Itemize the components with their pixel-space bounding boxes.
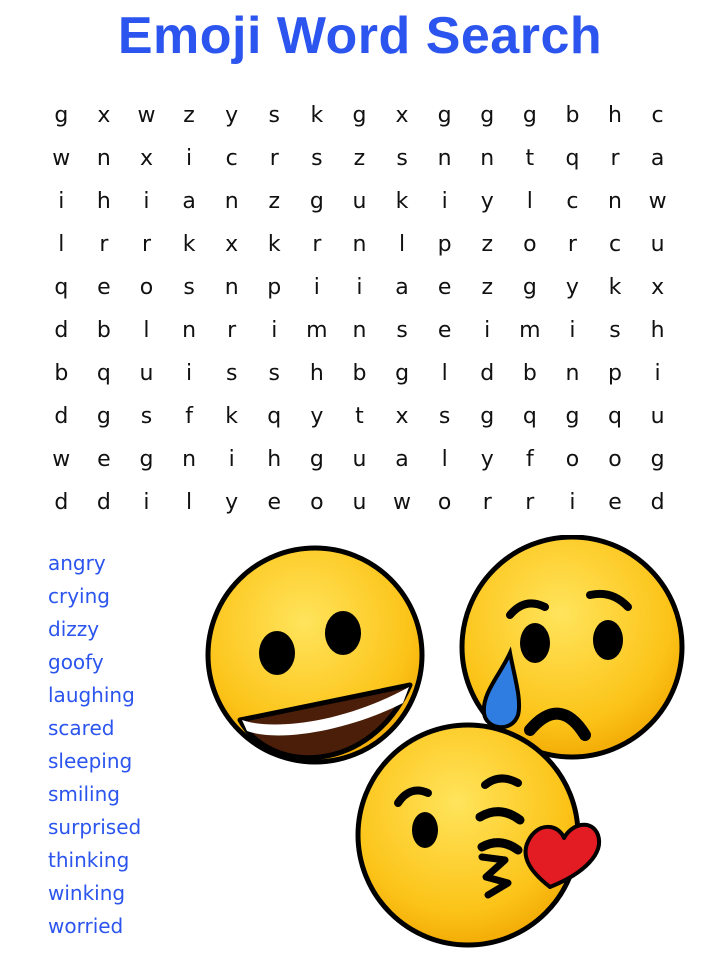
grid-letter: l (526, 189, 533, 214)
crying-face-icon (462, 537, 682, 757)
grid-letter: q (267, 404, 282, 429)
grid-letter: f (525, 447, 534, 472)
grid-letter: l (58, 232, 65, 257)
grid-letter: l (143, 318, 150, 343)
grid-letter: h (650, 318, 665, 343)
grid-letter: k (225, 404, 239, 429)
grid-letter: g (565, 404, 580, 429)
heart-icon (526, 825, 600, 887)
page-title: Emoji Word Search (117, 7, 603, 65)
grid-letter: g (395, 361, 410, 386)
grid-letter: i (143, 490, 150, 515)
grid-letter: i (484, 318, 491, 343)
grid-letter: d (54, 318, 69, 343)
grid-letter: n (352, 232, 367, 257)
grid-letter: a (395, 447, 409, 472)
grid-letter: i (654, 361, 661, 386)
grid-letter: s (396, 318, 408, 343)
grid-letter: g (96, 404, 111, 429)
grid-letter: u (650, 232, 665, 257)
grid-letter: a (182, 189, 196, 214)
grid-letter: g (309, 189, 324, 214)
grid-letter: s (268, 103, 280, 128)
grid-letter: x (225, 232, 239, 257)
word-list-item: laughing (48, 683, 135, 707)
letter-grid (40, 94, 679, 524)
word-list-item: crying (48, 584, 110, 608)
grid-letter: y (225, 490, 239, 515)
grid-letter: z (353, 146, 366, 171)
grid-letter: n (96, 146, 111, 171)
grid-letter: q (522, 404, 537, 429)
word-list-item: sleeping (48, 749, 133, 773)
grid-letter: u (139, 361, 154, 386)
grid-letter: b (352, 361, 367, 386)
grid-letter: c (608, 232, 622, 257)
grid-letter: n (565, 361, 580, 386)
grid-letter: q (608, 404, 622, 429)
grid-letter: l (186, 490, 193, 515)
grid-letter: i (58, 189, 65, 214)
grid-letter: g (437, 103, 452, 128)
grid-letter: i (569, 490, 576, 515)
grid-letter: s (140, 404, 153, 429)
grid-letter: i (186, 146, 193, 171)
grid-letter: g (309, 447, 324, 472)
grid-letter: b (96, 318, 111, 343)
grid-letter: b (522, 361, 537, 386)
word-list-item: scared (48, 716, 115, 740)
grid-letter: d (54, 490, 69, 515)
grid-letter: y (565, 275, 579, 300)
word-list-item: surprised (48, 815, 142, 839)
grid-letter: a (650, 146, 665, 171)
grid-letter: l (441, 447, 448, 472)
grid-letter: r (141, 232, 151, 257)
grid-letter: u (352, 447, 367, 472)
grid-letter: d (96, 490, 111, 515)
grid-letter: o (437, 490, 452, 515)
grid-letter: h (608, 103, 622, 128)
grid-letter: e (97, 275, 111, 300)
grid-letter: c (225, 146, 238, 171)
grid-letter: p (608, 361, 622, 386)
grid-letter: s (396, 146, 408, 171)
grid-letter: s (311, 146, 323, 171)
grid-letter: k (310, 103, 324, 128)
grid-letter: y (225, 103, 239, 128)
grid-letter: h (267, 447, 282, 472)
grid-letter: i (228, 447, 235, 472)
grid-letter: r (312, 232, 322, 257)
grid-letter: e (437, 275, 452, 300)
grid-letter: i (271, 318, 278, 343)
grid-letter: y (310, 404, 324, 429)
grid-letter: g (352, 103, 367, 128)
grid-letter: m (519, 318, 541, 343)
grid-letter: d (480, 361, 495, 386)
grid-letter: f (185, 404, 193, 429)
grid-letter: z (268, 189, 281, 214)
grid-letter: n (224, 275, 239, 300)
grid-letter: w (393, 490, 412, 515)
grid-letter: k (267, 232, 281, 257)
grid-letter: k (182, 232, 196, 257)
grid-letter: z (481, 275, 494, 300)
grid-letter: y (480, 189, 494, 214)
grid-letter: z (183, 103, 195, 128)
grid-letter: b (54, 361, 69, 386)
grid-letter: g (139, 447, 154, 472)
grid-letter: l (441, 361, 448, 386)
grid-letter: x (97, 103, 111, 128)
grid-letter: d (650, 490, 665, 515)
grid-letter: s (268, 361, 280, 386)
laughing-face-icon (208, 548, 422, 762)
grid-letter: a (395, 275, 409, 300)
grid-letter: x (651, 275, 665, 300)
grid-letter: o (565, 447, 580, 472)
word-list-item: thinking (48, 848, 130, 872)
grid-letter: t (355, 404, 364, 429)
grid-letter: w (52, 146, 71, 171)
word-list-item: winking (48, 881, 126, 905)
grid-letter: o (608, 447, 622, 472)
grid-letter: h (309, 361, 324, 386)
grid-letter: o (523, 232, 537, 257)
word-list-item: smiling (48, 782, 120, 806)
grid-letter: g (480, 103, 495, 128)
grid-letter: e (608, 490, 622, 515)
word-list (48, 548, 141, 944)
grid-letter: s (225, 361, 238, 386)
grid-letter: w (648, 189, 667, 214)
grid-letter: p (437, 232, 452, 257)
grid-letter: h (96, 189, 111, 214)
grid-letter: l (398, 232, 406, 257)
grid-letter: g (522, 103, 537, 128)
grid-letter: i (569, 318, 576, 343)
emoji-illustration (200, 535, 700, 955)
grid-letter: i (441, 189, 448, 214)
grid-letter: o (310, 490, 324, 515)
grid-letter: g (480, 404, 495, 429)
grid-letter: e (97, 447, 111, 472)
grid-letter: c (566, 189, 579, 214)
grid-letter: i (356, 275, 363, 300)
grid-letter: g (54, 103, 69, 128)
grid-letter: s (609, 318, 621, 343)
grid-letter: i (313, 275, 320, 300)
grid-letter: y (480, 447, 494, 472)
grid-letter: u (352, 490, 367, 515)
grid-letter: x (395, 404, 409, 429)
grid-letter: n (182, 318, 197, 343)
grid-letter: e (267, 490, 282, 515)
grid-letter: r (525, 490, 535, 515)
grid-letter: u (650, 404, 665, 429)
grid-letter: x (395, 103, 409, 128)
grid-letter: r (610, 146, 620, 171)
grid-letter: q (96, 361, 111, 386)
grid-letter: g (650, 447, 665, 472)
grid-letter: c (651, 103, 664, 128)
grid-letter: r (482, 490, 492, 515)
grid-letter: r (567, 232, 577, 257)
grid-letter: i (186, 361, 193, 386)
grid-letter: o (139, 275, 154, 300)
word-list-item: goofy (48, 650, 104, 674)
grid-letter: k (608, 275, 622, 300)
grid-letter: s (438, 404, 451, 429)
grid-letter: g (522, 275, 537, 300)
grid-letter: m (306, 318, 328, 343)
grid-letter: w (137, 103, 156, 128)
word-list-item: worried (48, 914, 124, 938)
grid-letter: k (395, 189, 409, 214)
grid-letter: e (437, 318, 452, 343)
grid-letter: n (480, 146, 495, 171)
grid-letter: q (54, 275, 69, 300)
word-list-item: angry (48, 551, 106, 575)
grid-letter: i (143, 189, 150, 214)
grid-letter: q (565, 146, 580, 171)
grid-letter: u (352, 189, 367, 214)
grid-letter: x (139, 146, 153, 171)
grid-letter: w (52, 447, 71, 472)
grid-letter: n (224, 189, 239, 214)
grid-letter: n (352, 318, 367, 343)
grid-letter: r (99, 232, 109, 257)
grid-letter: b (565, 103, 580, 128)
grid-letter: d (54, 404, 69, 429)
word-list-item: dizzy (48, 617, 100, 641)
grid-letter: n (182, 447, 197, 472)
grid-letter: p (267, 275, 282, 300)
grid-letter: n (437, 146, 452, 171)
grid-letter: t (525, 146, 535, 171)
grid-letter: r (227, 318, 237, 343)
grid-letter: n (608, 189, 622, 214)
grid-letter: r (269, 146, 279, 171)
grid-letter: z (481, 232, 494, 257)
grid-letter: s (183, 275, 195, 300)
